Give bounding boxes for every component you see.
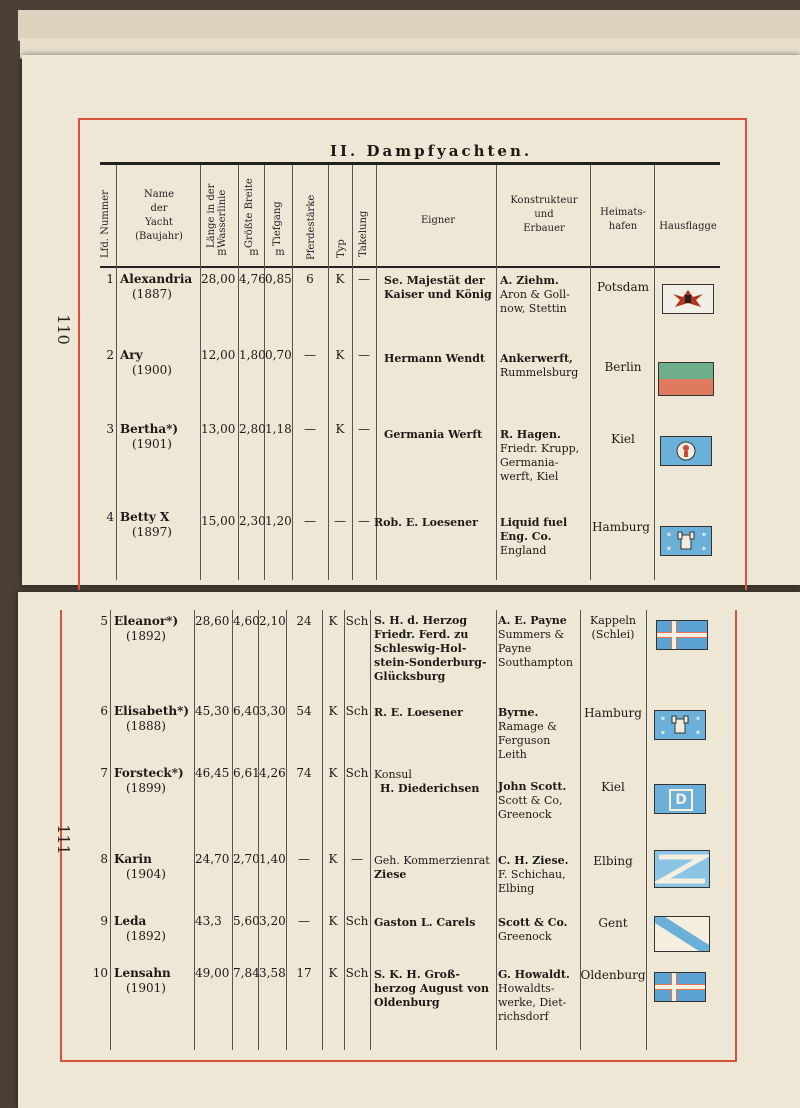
beam-value: 2,30 <box>239 514 266 528</box>
owner: S. H. d. Herzog Friedr. Ferd. zu Schleswig-Hol- stein-Sonderburg- Glücksburg <box>374 614 487 683</box>
builder: Byrne. Ramage & Ferguson Leith <box>498 706 557 761</box>
draft-value: 1,40 <box>259 852 286 866</box>
length-value: 12,00 <box>201 348 236 362</box>
col-divider <box>496 165 497 580</box>
draft-value: 4,26 <box>259 766 286 780</box>
horsepower-value: — <box>304 422 316 436</box>
hamburg-castle-flag-icon <box>654 710 706 740</box>
beam-value: 2,70 <box>233 852 260 866</box>
header-unit: m <box>217 247 227 258</box>
rigging-value: Sch <box>345 766 369 780</box>
horsepower-value: 17 <box>296 966 312 980</box>
home-port: Hamburg <box>584 706 642 720</box>
row-number: 1 <box>106 272 114 286</box>
svg-text:✶: ✶ <box>701 545 707 553</box>
owner: Gaston L. Carels <box>374 916 476 929</box>
svg-text:✶: ✶ <box>660 715 666 723</box>
type-value: K <box>335 348 345 362</box>
header-top-rule <box>100 162 720 165</box>
header-flagge: Hausflagge <box>659 221 717 232</box>
row-number: 6 <box>100 704 108 718</box>
rigging-value: — <box>358 272 370 286</box>
svg-text:✶: ✶ <box>695 729 701 737</box>
row-number: 4 <box>106 510 114 524</box>
type-value: K <box>328 766 338 780</box>
home-port: Potsdam <box>596 280 649 294</box>
svg-text:✶: ✶ <box>666 545 672 553</box>
col-divider <box>654 165 655 580</box>
beam-value: 6,40 <box>233 704 260 718</box>
yacht-name: Forsteck*) (1899) <box>114 766 184 795</box>
type-value: K <box>328 704 338 718</box>
builder: Scott & Co. Greenock <box>498 916 568 943</box>
horsepower-value: 6 <box>306 272 314 286</box>
header-unit: m <box>249 247 259 258</box>
beam-value: 2,80 <box>239 422 266 436</box>
yacht-name: Alexandria (1887) <box>120 272 193 301</box>
draft-value: 3,20 <box>259 914 286 928</box>
page-title: II. Dampfyachten. <box>330 142 533 160</box>
col-divider <box>344 610 345 1050</box>
length-value: 28,60 <box>195 614 230 628</box>
page-stack <box>18 10 800 41</box>
yacht-name: Elisabeth*) (1888) <box>114 704 190 733</box>
beam-value: 4,76 <box>239 272 266 286</box>
draft-value: 3,58 <box>259 966 286 980</box>
rigging-value: — <box>351 852 363 866</box>
beam-value: 5,60 <box>233 914 260 928</box>
home-port: Elbing <box>593 854 633 868</box>
home-port: Berlin <box>604 360 642 374</box>
col-divider <box>232 610 233 1050</box>
builder: Ankerwerft, Rummelsburg <box>500 352 579 379</box>
draft-value: 2,10 <box>259 614 286 628</box>
home-port: Hamburg <box>592 520 650 534</box>
type-value: K <box>328 852 338 866</box>
page-number: 111 <box>53 824 73 855</box>
home-port: Gent <box>598 916 628 930</box>
owner: Rob. E. Loesener <box>374 516 478 529</box>
row-number: 5 <box>100 614 108 628</box>
length-value: 45,30 <box>195 704 230 718</box>
rigging-value: Sch <box>345 914 369 928</box>
header-name: Name der Yacht (Baujahr) <box>135 189 183 242</box>
row-number: 8 <box>100 852 108 866</box>
draft-value: 1,20 <box>265 514 292 528</box>
draft-value: 1,18 <box>265 422 292 436</box>
rigging-value: Sch <box>345 614 369 628</box>
col-divider <box>116 165 117 580</box>
row-number: 7 <box>100 766 108 780</box>
beam-value: 7,84 <box>233 966 260 980</box>
type-value: K <box>335 272 345 286</box>
length-value: 13,00 <box>201 422 236 436</box>
owner: Se. Majestät der Kaiser und König <box>384 274 492 301</box>
col-divider <box>194 610 195 1050</box>
builder: A. Ziehm. Aron & Goll- now, Stettin <box>500 274 570 315</box>
horsepower-value: 54 <box>296 704 312 718</box>
svg-text:✶: ✶ <box>660 729 666 737</box>
owner: S. K. H. Groß- herzog August von Oldenburg <box>374 968 489 1009</box>
home-port: Oldenburg <box>580 968 646 982</box>
horsepower-value: — <box>298 852 310 866</box>
header-typ: Typ <box>336 239 347 258</box>
horsepower-value: — <box>298 914 310 928</box>
beam-value: 6,61 <box>233 766 260 780</box>
hamburg-castle-flag-icon <box>660 526 712 556</box>
horsepower-value: — <box>304 348 316 362</box>
owner: R. E. Loesener <box>374 706 463 719</box>
col-divider <box>370 610 371 1050</box>
builder: R. Hagen. Friedr. Krupp, Germania- werft, Kiel <box>500 428 580 483</box>
header-lfd: Lfd. Nummer <box>100 190 111 258</box>
header-tiefgang: Tiefgang <box>272 201 283 246</box>
builder: C. H. Ziese. F. Schichau, Elbing <box>498 854 569 895</box>
header-breite: Größte Breite <box>244 178 255 248</box>
yacht-name: Lensahn (1901) <box>114 966 171 995</box>
draft-value: 0,70 <box>265 348 292 362</box>
rigging-value: Sch <box>345 704 369 718</box>
col-divider <box>322 610 323 1050</box>
blue-emblem-flag-icon <box>660 436 712 466</box>
green-red-flag-icon <box>658 362 714 396</box>
length-value: 24,70 <box>195 852 230 866</box>
draft-value: 0,85 <box>265 272 292 286</box>
cross-flag-icon <box>656 620 708 650</box>
rigging-value: — <box>358 422 370 436</box>
home-port: Kiel <box>601 780 625 794</box>
owner: Hermann Wendt <box>384 352 486 365</box>
col-divider <box>646 610 647 1050</box>
d-letter-flag-icon: D <box>654 784 706 814</box>
owner: Geh. Kommerzienrat Ziese <box>374 854 490 881</box>
rigging-value: Sch <box>345 966 369 980</box>
builder: G. Howaldt. Howaldts- werke, Diet- richsdorf <box>498 968 570 1023</box>
type-value: K <box>328 914 338 928</box>
builder: A. E. Payne Summers & Payne Southampton <box>498 614 573 669</box>
builder: Liquid fuel Eng. Co. England <box>500 516 568 557</box>
row-number: 3 <box>106 422 114 436</box>
yacht-name: Betty X (1897) <box>120 510 172 539</box>
header-konstrukteur: Konstrukteur und Erbauer <box>510 195 578 234</box>
col-divider <box>286 610 287 1050</box>
yacht-name: Karin (1904) <box>114 852 166 881</box>
eagle-flag-icon <box>662 284 714 314</box>
row-number: 2 <box>106 348 114 362</box>
type-value: K <box>328 614 338 628</box>
type-value: — <box>334 514 346 528</box>
header-laenge: Länge in der Wasserlinie <box>206 183 228 248</box>
z-flag-icon <box>654 850 710 888</box>
rigging-value: — <box>358 348 370 362</box>
svg-text:✶: ✶ <box>666 531 672 539</box>
row-number: 10 <box>92 966 108 980</box>
owner: Germania Werft <box>384 428 483 441</box>
header-bottom-rule <box>100 266 720 268</box>
diagonal-flag-icon <box>654 916 710 952</box>
header-hafen: Heimats- hafen <box>600 207 646 232</box>
row-number: 9 <box>100 914 108 928</box>
horsepower-value: 74 <box>296 766 312 780</box>
beam-value: 4,60 <box>233 614 260 628</box>
cross-flag-icon <box>654 972 706 1002</box>
yacht-name: Eleanor*) (1892) <box>114 614 179 643</box>
length-value: 28,00 <box>201 272 236 286</box>
svg-text:✶: ✶ <box>695 715 701 723</box>
rigging-value: — <box>358 514 370 528</box>
length-value: 15,00 <box>201 514 236 528</box>
header-unit: m <box>275 247 285 258</box>
svg-text:✶: ✶ <box>701 531 707 539</box>
home-port: Kiel <box>611 432 635 446</box>
col-divider <box>590 165 591 580</box>
yacht-name: Ary (1900) <box>120 348 172 377</box>
header-takelung: Takelung <box>358 210 369 257</box>
home-port: Kappeln (Schlei) <box>590 614 636 641</box>
col-divider <box>580 610 581 1050</box>
builder: John Scott. Scott & Co, Greenock <box>498 780 567 821</box>
length-value: 43,3 <box>195 914 222 928</box>
page-number: 110 <box>53 314 73 345</box>
beam-value: 1,80 <box>239 348 266 362</box>
horsepower-value: 24 <box>296 614 312 628</box>
horsepower-value: — <box>304 514 316 528</box>
type-value: K <box>335 422 345 436</box>
draft-value: 3,30 <box>259 704 286 718</box>
owner: Konsul H. Diederichsen <box>374 768 480 795</box>
length-value: 49,00 <box>195 966 230 980</box>
header-pferde: Pferdestärke <box>306 194 317 260</box>
col-divider <box>496 610 497 1050</box>
header-eigner: Eigner <box>420 215 456 226</box>
length-value: 46,45 <box>195 766 230 780</box>
yacht-name: Leda (1892) <box>114 914 166 943</box>
col-divider <box>258 610 259 1050</box>
type-value: K <box>328 966 338 980</box>
yacht-name: Bertha*) (1901) <box>120 422 179 451</box>
col-divider <box>110 610 111 1050</box>
